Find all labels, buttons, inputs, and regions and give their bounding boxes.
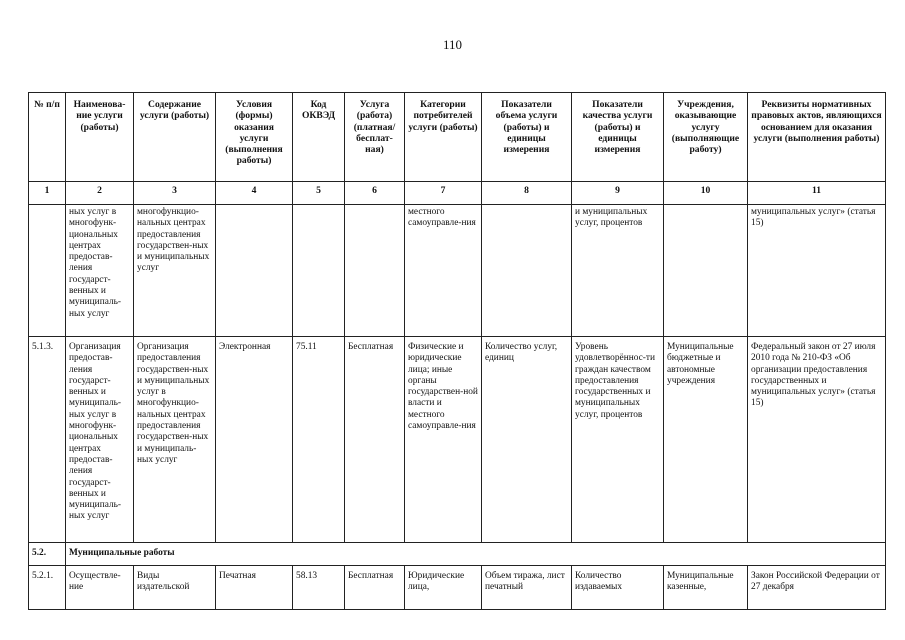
table-cell: Виды издательской <box>134 566 216 610</box>
table-cell <box>664 205 748 337</box>
table-cell: Муниципальные казенные, <box>664 566 748 610</box>
header-cell: Код ОКВЭД <box>293 93 345 182</box>
table-cell: Физические и юридические лица; иные органы государствен-ной власти и местного самоуправле-ния <box>405 337 482 543</box>
header-cell: Показатели объема услуги (работы) и единицы измерения <box>482 93 572 182</box>
section-number: 5.2. <box>29 543 66 566</box>
table-cell: Юридические лица, <box>405 566 482 610</box>
header-cell: Учреждения, оказывающие услугу (выполняющие работу) <box>664 93 748 182</box>
table-cell: Уровень удовлетворённос-ти граждан качеством предоставления государственных и муниципальных услуг, процентов <box>572 337 664 543</box>
column-number: 2 <box>66 182 134 205</box>
table-cell: Количество услуг, единиц <box>482 337 572 543</box>
column-number: 10 <box>664 182 748 205</box>
table-cell: Организация предостав-ления государст-венных и муниципаль-ных услуг в многофунк-циональных центрах предостав-ления государст-венных и муниципаль-ных услуг <box>66 337 134 543</box>
header-cell: Наименова-ние услуги (работы) <box>66 93 134 182</box>
row-number: 5.2.1. <box>29 566 66 610</box>
table-cell <box>482 205 572 337</box>
table-cell: 58.13 <box>293 566 345 610</box>
column-number: 11 <box>748 182 886 205</box>
table-cell: местного самоуправле-ния <box>405 205 482 337</box>
header-cell: Показатели качества услуги (работы) и единицы измерения <box>572 93 664 182</box>
table-cell: Федеральный закон от 27 июля 2010 года № 210-ФЗ «Об организации предоставления государственных и муниципальных услуг» (статья 15) <box>748 337 886 543</box>
table-cell: и муниципальных услуг, процентов <box>572 205 664 337</box>
table-cell: Объем тиража, лист печатный <box>482 566 572 610</box>
table-row <box>29 337 886 543</box>
table-cell <box>345 205 405 337</box>
page-number: 110 <box>442 37 463 52</box>
table-row <box>29 566 886 610</box>
column-number: 7 <box>405 182 482 205</box>
table-cell: Электронная <box>216 337 293 543</box>
table-cell <box>29 205 66 337</box>
services-table <box>28 92 886 610</box>
column-number: 8 <box>482 182 572 205</box>
header-cell: Услуга (работа) (платная/ бесплат-ная) <box>345 93 405 182</box>
header-cell: Категории потребителей услуги (работы) <box>405 93 482 182</box>
table-cell: муниципальных услуг» (статья 15) <box>748 205 886 337</box>
table-cell: Закон Российской Федерации от 27 декабря <box>748 566 886 610</box>
table-cell: Осуществле-ние <box>66 566 134 610</box>
header-cell: Условия (формы) оказания услуги (выполнения работы) <box>216 93 293 182</box>
table-cell: Бесплатная <box>345 337 405 543</box>
table-cell <box>216 205 293 337</box>
table-cell: Бесплатная <box>345 566 405 610</box>
table-cell: Организация предоставления государствен-ных и муниципальных услуг в многофункцио-нальных центрах предоставления государствен-ных и муниципаль-ных услуг <box>134 337 216 543</box>
column-numbers-row <box>29 182 886 205</box>
header-cell: Реквизиты нормативных правовых актов, являющихся основанием для оказания услуги (выполнения работы) <box>748 93 886 182</box>
row-number: 5.1.3. <box>29 337 66 543</box>
column-number: 5 <box>293 182 345 205</box>
table-cell: 75.11 <box>293 337 345 543</box>
table-cell: многофункцио-нальных центрах предоставления государствен-ных и муниципальных услуг <box>134 205 216 337</box>
column-number: 9 <box>572 182 664 205</box>
section-title: Муниципальные работы <box>66 543 886 566</box>
table-cell <box>293 205 345 337</box>
table-cell: Печатная <box>216 566 293 610</box>
header-cell: Содержание услуги (работы) <box>134 93 216 182</box>
table-cell: ных услуг в многофунк-циональных центрах предостав-ления государст-венных и муниципаль-ных услуг <box>66 205 134 337</box>
column-number: 1 <box>29 182 66 205</box>
column-number: 3 <box>134 182 216 205</box>
table-cell: Количество издаваемых <box>572 566 664 610</box>
column-number: 4 <box>216 182 293 205</box>
header-cell: № п/п <box>29 93 66 182</box>
header-row <box>29 93 886 182</box>
table-cell: Муниципальные бюджетные и автономные учреждения <box>664 337 748 543</box>
column-number: 6 <box>345 182 405 205</box>
section-row <box>29 543 886 566</box>
table-row <box>29 205 886 337</box>
